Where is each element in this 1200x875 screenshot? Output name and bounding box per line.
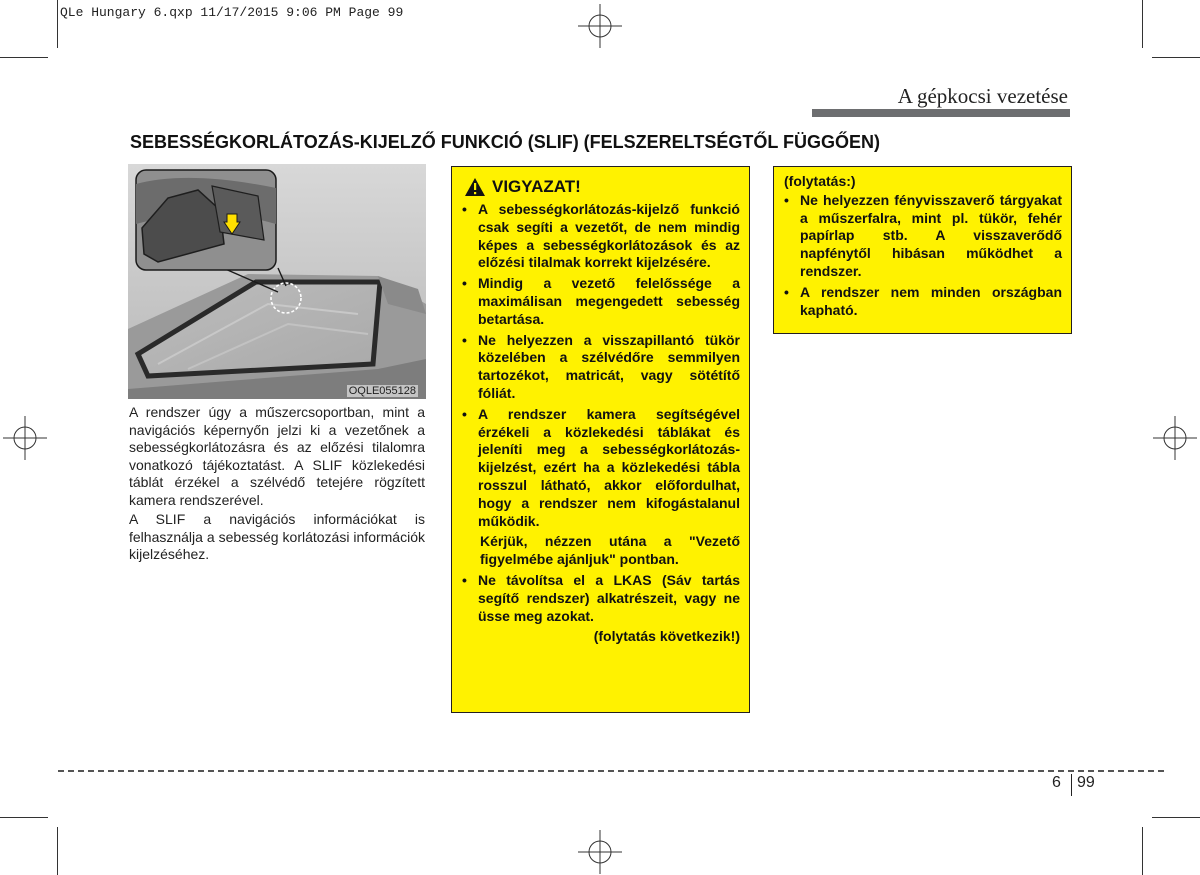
header-bar [812, 109, 1070, 117]
crop-mark [0, 817, 48, 818]
caution-item-text: A sebességkorlátozás-kijelző funkció csak segíti a vezetőt, de nem mindig képes a sebességkorlátozások és az előzési tilalmak korrekt kijelzésére. [478, 201, 740, 271]
figure-code: OQLE055128 [348, 385, 416, 397]
warning-triangle-icon [464, 177, 486, 197]
bullet: • [784, 283, 789, 300]
bullet: • [462, 201, 467, 217]
footer-rule [58, 770, 1164, 772]
bullet: • [462, 331, 467, 348]
caution-extra-note: Kérjük, nézzen utána a "Vezető figyelmébe ajánljuk" pontban. [480, 533, 740, 568]
caution-item-text: A rendszer kamera segítségével érzékeli a közlekedési táblákat és jeleníti meg a sebességkorlátozás-kijelzést, ezért ha a közlekedési tábla rosszul látható, akkor előfordulhat, hogy a rendszer nem kifogástalanul működik. [478, 405, 740, 529]
caution-item [782, 284, 1062, 320]
body-text [129, 404, 425, 566]
crop-mark [0, 57, 48, 58]
bullet: • [462, 571, 467, 588]
caution-item [460, 406, 740, 531]
crop-mark [57, 0, 58, 48]
section-heading: SEBESSÉGKORLÁTOZÁS-KIJELZŐ FUNKCIÓ (SLIF) (FELSZERELTSÉGTŐL FÜGGŐEN) [130, 132, 881, 152]
crop-mark [1152, 817, 1200, 818]
caution-item [460, 201, 740, 272]
windshield-illustration [128, 164, 426, 399]
registration-mark-icon [1153, 416, 1197, 460]
crop-mark [57, 827, 58, 875]
caution-item [460, 275, 740, 328]
caution-item [460, 572, 740, 625]
caution-item [782, 192, 1062, 281]
registration-mark-icon [3, 416, 47, 460]
chapter-title: A gépkocsi vezetése [897, 84, 1068, 108]
bullet: • [784, 191, 789, 208]
crop-mark [1152, 57, 1200, 58]
page-number-separator [1071, 774, 1072, 796]
bullet: • [462, 405, 467, 422]
crop-mark [1142, 827, 1143, 875]
caution-item-text: Ne helyezzen a visszapillantó tükör közelében a szélvédőre semmilyen tartozékot, matricát, vagy sötétítő fóliát. [478, 331, 740, 401]
bullet: • [462, 275, 467, 292]
continue-label: (folytatás következik!) [593, 628, 740, 645]
caution-item [460, 332, 740, 403]
caution-header [464, 177, 740, 197]
body-paragraph: A rendszer úgy a műszercsoportban, mint a navigációs képernyőn jelzi ki a vezetőnek a sebességkorlátozásra és az előzési tilalomra vonatkozó tájékoztatást. A SLIF közlekedési táblát érzékel a szélvédő tetejére rögzített kamera rendszerével. [129, 404, 425, 508]
caution-item-text: Mindig a vezető felelőssége a maximálisan megengedett sebesség betartása. [478, 275, 740, 327]
registration-mark-icon [578, 4, 622, 48]
continuation-heading: (folytatás:) [784, 173, 856, 189]
caution-item-text: A rendszer nem minden országban kapható. [800, 283, 1062, 318]
page-chapter-number: 6 [1052, 774, 1061, 791]
page-number: 99 [1077, 774, 1095, 791]
windshield-camera-figure [128, 164, 426, 399]
crop-mark [1142, 0, 1143, 48]
caution-item-text: Ne helyezzen fényvisszaverő tárgyakat a műszerfalra, mint pl. tükör, fehér papírlap stb. A visszaverődő napfénytől hibásan működhet a rendszer. [800, 191, 1062, 279]
body-paragraph: A SLIF a navigációs információkat is felhasználja a sebesség korlátozási információk kijelzéséhez. [129, 511, 425, 562]
caution-box [451, 166, 750, 713]
print-slug: QLe Hungary 6.qxp 11/17/2015 9:06 PM Page 99 [60, 5, 404, 20]
caution-title: VIGYAZAT! [492, 177, 581, 197]
caution-item-text: Ne távolítsa el a LKAS (Sáv tartás segítő rendszer) alkatrészeit, vagy ne üsse meg azokat. [478, 571, 740, 624]
registration-mark-icon [578, 830, 622, 874]
caution-continuation-box [773, 166, 1072, 334]
